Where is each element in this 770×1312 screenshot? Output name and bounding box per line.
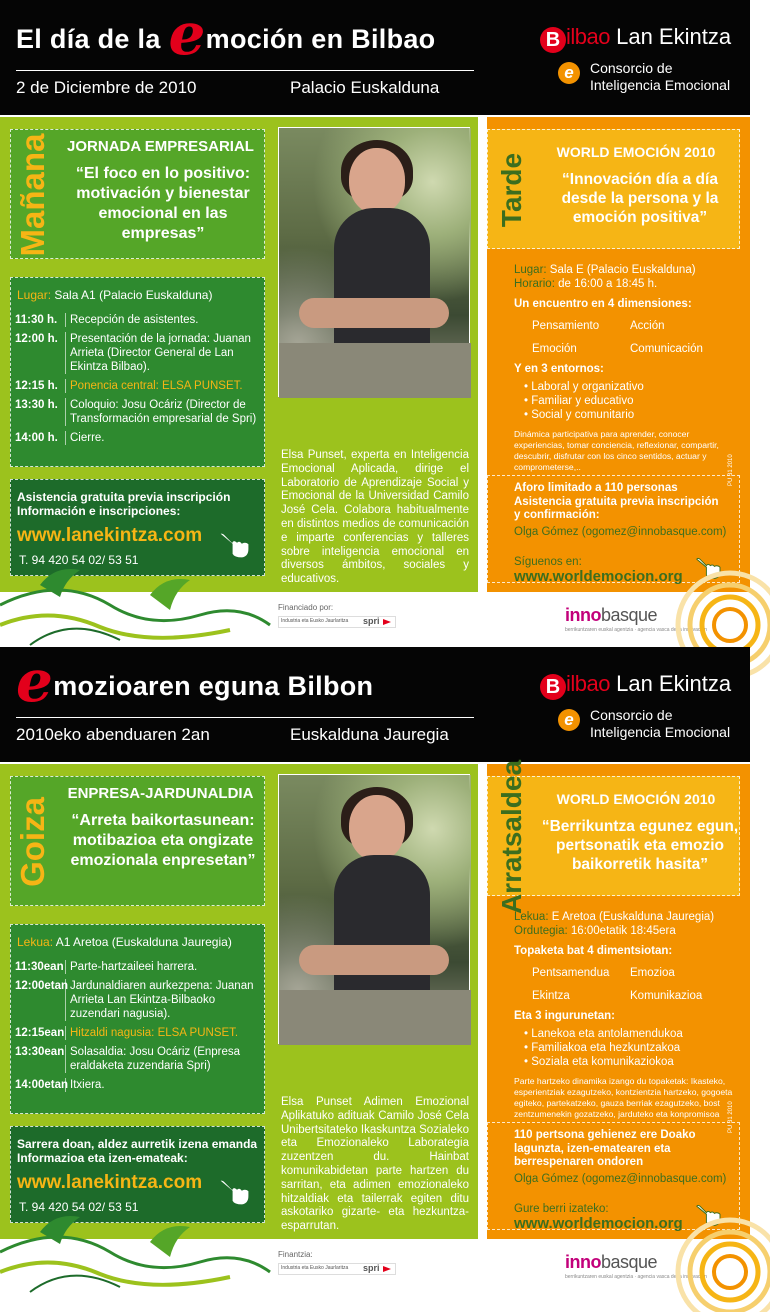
decorative-circles — [660, 1202, 770, 1312]
event-venue: Euskalduna Jauregia — [290, 725, 449, 744]
schedule-row — [15, 398, 260, 426]
morning-place — [17, 288, 212, 302]
environments-title: Eta 3 ingurunetan: — [514, 1010, 615, 1022]
afternoon-section — [487, 759, 750, 1239]
environment-item: • Social y comunitario — [524, 408, 742, 422]
consorcio-line2: Inteligencia Emocional — [590, 724, 731, 740]
bilbao-lan-ekintza-logo — [540, 671, 731, 700]
schedule-row — [15, 431, 260, 445]
morning-quote: “El foco en lo positivo: motivación y bienestar emocional en las empresas” — [75, 165, 251, 242]
content — [0, 115, 750, 647]
header-divider — [16, 70, 474, 71]
website-link[interactable]: www.lanekintza.com — [17, 525, 203, 546]
schedule-row — [15, 332, 260, 374]
afternoon-time-value: de 16:00 a 18:45 h. — [554, 278, 658, 290]
schedule-row — [15, 379, 260, 393]
spri-logo: spri — [363, 616, 380, 626]
dimension-item: Pensamiento — [532, 320, 600, 332]
event-venue: Palacio Euskalduna — [290, 78, 440, 97]
website-link[interactable]: www.lanekintza.com — [17, 1172, 203, 1193]
speaker-bio: Elsa Punset, experta en Inteligencia Emocional Aplicada, dirige el Laboratorio de Aprendizaje Social y Emocional de la Universidad Camilo José Cela. Colabora habitualmente en distintos medios de comunicación e imparte conferencias y talleres sobre inteligencia emocional en diversos ámbitos, sociales y educativos. — [281, 449, 469, 586]
title-big-e: e — [16, 647, 54, 715]
afternoon-quote: “Berrikuntza egunez egun, pertsonatik eta emozio baikorretik hasita” — [541, 818, 739, 873]
schedule-list — [15, 313, 260, 450]
schedule-row — [15, 960, 260, 974]
schedule-desc: Jardunaldiaren aurkezpena: Juanan Arrieta Lan Ekintza-Bilbaoko zuzendari nagusia). — [70, 980, 254, 1020]
logo-bilbao-rest: ilbao — [566, 24, 610, 49]
dimension-item: Komunikazioa — [630, 990, 703, 1002]
innobasque-subtitle: berrikuntzaren euskal agentzia · agencia vasca de la innovación — [565, 627, 708, 633]
dimension-item: Emozioa — [630, 967, 675, 979]
flyer-half — [0, 0, 750, 647]
environments-title: Y en 3 entornos: — [514, 363, 604, 375]
funder-small-text: Industria eta Eusko Jaurlaritza — [281, 618, 349, 624]
title-text: El día de la — [16, 24, 169, 54]
dynamic-text: Dinámica participativa para aprender, conocer experiencias, tomar conciencia, reflexionar, compartir, descubrir, disfrutar con los cinco sentidos, actuar y comprometerse,.. — [514, 429, 719, 472]
logo-bilbao-rest: ilbao — [566, 671, 610, 696]
afternoon-place-value: Sala E (Palacio Euskalduna) — [546, 264, 696, 276]
morning-heading: JORNADA EMPRESARIAL — [67, 138, 254, 155]
schedule-time: 12:00 h. — [15, 332, 66, 374]
schedule-panel — [10, 277, 265, 467]
consorcio-line1: Consorcio de — [590, 707, 673, 723]
capacity-text: Aforo limitado a 110 personas Asistencia gratuita previa inscripción y confirmación: — [514, 482, 719, 521]
speaker-bio: Elsa Punset Adimen Emozional Aplikatuko adituak Camilo José Cela Unibertsitateko Ikaskuntza Sozialeko eta Emozionaleko Laborategia zuzentzen du. Hainbat komunikabidetan parte hartzen du sarritan, eta adimen emozionaleko hitzaldiak eta tailerrak egiten ditu askotariko gizarte- eta hezkuntza-esparrutan. — [281, 1096, 469, 1233]
funded-by-label: Financiado por: — [278, 603, 334, 612]
environment-item: • Familiar y educativo — [524, 394, 742, 408]
schedule-time: 12:00etan — [15, 979, 66, 1021]
afternoon-label: Tarde — [496, 152, 527, 228]
header — [0, 0, 750, 115]
title-text-rest: mozioaren eguna Bilbon — [53, 671, 374, 701]
event-title — [16, 647, 476, 715]
consorcio-line1: Consorcio de — [590, 60, 673, 76]
environment-item: • Familiakoa eta hezkuntzakoa — [524, 1041, 742, 1055]
event-date: 2 de Diciembre de 2010 — [16, 78, 197, 97]
funded-by-label: Finantzia: — [278, 1250, 313, 1259]
capacity-text: 110 pertsona gehienez ere Doako lagunzta, izen-ematearen eta berrespenaren ondoren — [514, 1129, 696, 1168]
dimension-item: Emoción — [532, 343, 577, 355]
content — [0, 759, 750, 1294]
afternoon-place-value: E Aretoa (Euskalduna Jauregia) — [548, 911, 715, 923]
dimension-item: Ekintza — [532, 990, 570, 1002]
morning-section — [0, 117, 478, 592]
header — [0, 647, 750, 762]
flyer-half — [0, 647, 750, 1294]
phone-number: T. 94 420 54 02/ 53 51 — [19, 553, 139, 567]
place-value: Sala A1 (Palacio Euskalduna) — [51, 288, 213, 302]
afternoon-heading: WORLD EMOCIÓN 2010 — [556, 144, 716, 160]
innobasque-logo — [565, 605, 657, 626]
schedule-row — [15, 1026, 260, 1040]
bilbao-b-icon: B — [540, 27, 566, 53]
follow-label: Síguenos en: — [514, 556, 582, 568]
schedule-desc: Coloquio: Josu Ocáriz (Director de Transformación empresarial de Spri) — [70, 399, 257, 425]
schedule-row — [15, 979, 260, 1021]
afternoon-place-key: Lekua: — [514, 911, 549, 923]
afternoon-time-value: 16:00etatik 18:45era — [567, 925, 676, 937]
afternoon-quote: “Innovación día a día desde la persona y la emoción positiva” — [561, 171, 719, 226]
morning-label: Mañana — [14, 133, 51, 257]
morning-section — [0, 764, 478, 1239]
afternoon-time-key: Horario: — [514, 278, 555, 290]
environment-item: • Lanekoa eta antolamendukoa — [524, 1027, 742, 1041]
decorative-swirl — [0, 535, 270, 655]
phone-number: T. 94 420 54 02/ 53 51 — [19, 1200, 139, 1214]
afternoon-title-panel — [487, 759, 740, 915]
afternoon-title-panel — [487, 129, 740, 249]
bilbao-lan-ekintza-logo — [540, 24, 731, 53]
schedule-time: 12:15 h. — [15, 379, 66, 393]
schedule-time: 13:30 h. — [15, 398, 66, 426]
registration-text: Sarrera doan, aldez aurretik izena emanda Informazioa eta izen-emateak: — [17, 1137, 258, 1165]
schedule-row — [15, 1078, 260, 1092]
morning-title-panel — [10, 776, 265, 906]
afternoon-place-key: Lugar: — [514, 264, 547, 276]
inno-text: inno — [565, 1252, 601, 1272]
environments-list — [524, 1027, 742, 1069]
schedule-desc: Itxiera. — [70, 1079, 105, 1091]
funder-logos — [278, 616, 396, 628]
schedule-panel — [10, 924, 265, 1114]
schedule-row — [15, 313, 260, 327]
dimensions-title: Topaketa bat 4 dimentsiotan: — [514, 945, 673, 957]
schedule-time: 14:00 h. — [15, 431, 66, 445]
environment-item: • Soziala eta komunikaziokoa — [524, 1055, 742, 1069]
morning-label: Goiza — [14, 797, 51, 887]
schedule-desc: Solasaldia: Josu Ocáriz (Enpresa eraldaketa zuzendaria Spri) — [70, 1046, 241, 1072]
schedule-desc: Cierre. — [70, 432, 105, 444]
dimension-item: Pentsamendua — [532, 967, 610, 979]
morning-quote: “Arreta baikortasunean: motibazioa eta ongizate emozionala enpresetan” — [70, 812, 256, 869]
morning-place — [17, 935, 232, 949]
schedule-row — [15, 1045, 260, 1073]
basque-text: basque — [601, 605, 658, 625]
follow-label: Gure berri izateko: — [514, 1203, 609, 1215]
schedule-desc: Recepción de asistentes. — [70, 314, 199, 326]
spri-logo: spri — [363, 1263, 380, 1273]
dimension-item: Comunicación — [630, 343, 703, 355]
schedule-desc: Ponencia central: ELSA PUNSET. — [70, 380, 243, 392]
title-text-rest: moción en Bilbao — [205, 24, 436, 54]
afternoon-details — [514, 910, 742, 1131]
schedule-desc: Presentación de la jornada: Juanan Arrieta (Director General de Lan Ekintza Bilbao). — [70, 333, 251, 373]
morning-title-panel — [10, 129, 265, 259]
environment-item: • Laboral y organizativo — [524, 380, 742, 394]
schedule-time: 11:30ean — [15, 960, 66, 974]
speaker-photo — [278, 774, 470, 1044]
speaker-photo — [278, 127, 470, 397]
contact-email[interactable]: Olga Gómez (ogomez@innobasque.com) — [514, 1173, 727, 1185]
emotion-e-icon: e — [558, 62, 580, 84]
schedule-time: 11:30 h. — [15, 313, 66, 327]
place-key: Lekua: — [17, 935, 54, 949]
dimensions-title: Un encuentro en 4 dimensiones: — [514, 298, 692, 310]
pu-code: PU 31 2010 — [728, 1101, 734, 1133]
funder-logos — [278, 1263, 396, 1275]
dimension-item: Acción — [630, 320, 665, 332]
emotion-e-icon: e — [558, 709, 580, 731]
innobasque-subtitle: berrikuntzaren euskal agentzia · agencia vasca de la innovación — [565, 1274, 708, 1280]
schedule-list — [15, 960, 260, 1097]
schedule-time: 14:00etan — [15, 1079, 69, 1091]
event-date: 2010eko abenduaren 2an — [16, 725, 210, 744]
afternoon-heading: WORLD EMOCIÓN 2010 — [556, 791, 716, 807]
innobasque-logo — [565, 1252, 657, 1273]
world-emocion-link[interactable]: www.worldemocion.org — [514, 1215, 683, 1232]
afternoon-label: Arratsaldea — [496, 759, 527, 915]
morning-heading: ENPRESA-JARDUNALDIA — [67, 785, 254, 802]
event-title — [16, 0, 476, 68]
decorative-swirl — [0, 1182, 270, 1302]
dynamic-text: Parte hartzeko dinamika izango du topaketak: Ikasteko, esperientziak ezagutzeko, kontzientzia hartzeko, gogoeta egiteko, partekatzeko, gauza berriak ezagutzeko, bost zentzumenekin gozatzeko, jarduteko eta konpromisoa — [514, 1076, 733, 1119]
schedule-time: 13:30ean — [15, 1045, 66, 1073]
schedule-time: 12:15ean — [15, 1027, 65, 1039]
dimensions-grid — [532, 966, 742, 1003]
world-emocion-link[interactable]: www.worldemocion.org — [514, 568, 683, 585]
logo-lan-text: Lan Ekintza — [609, 24, 732, 49]
place-value: A1 Aretoa (Euskalduna Jauregia) — [53, 935, 232, 949]
funder-small-text: Industria eta Eusko Jaurlaritza — [281, 1265, 349, 1271]
header-divider — [16, 717, 474, 718]
schedule-desc: Parte-hartzaileei harrera. — [70, 961, 198, 973]
basque-text: basque — [601, 1252, 658, 1272]
consorcio-line2: Inteligencia Emocional — [590, 77, 731, 93]
afternoon-time-key: Ordutegia: — [514, 925, 568, 937]
title-big-e: e — [168, 0, 206, 68]
registration-text: Asistencia gratuita previa inscripción Información e inscripciones: — [17, 490, 231, 518]
schedule-desc: Hitzaldi nagusia: ELSA PUNSET. — [70, 1027, 239, 1039]
contact-email[interactable]: Olga Gómez (ogomez@innobasque.com) — [514, 526, 727, 538]
environments-list — [524, 380, 742, 422]
inno-text: inno — [565, 605, 601, 625]
bilbao-b-icon: B — [540, 674, 566, 700]
place-key: Lugar: — [17, 288, 52, 302]
logo-lan-text: Lan Ekintza — [609, 671, 732, 696]
dimensions-grid — [532, 319, 742, 356]
pu-code: PU 31 2010 — [728, 454, 734, 486]
afternoon-section — [487, 117, 750, 592]
afternoon-details — [514, 263, 742, 473]
